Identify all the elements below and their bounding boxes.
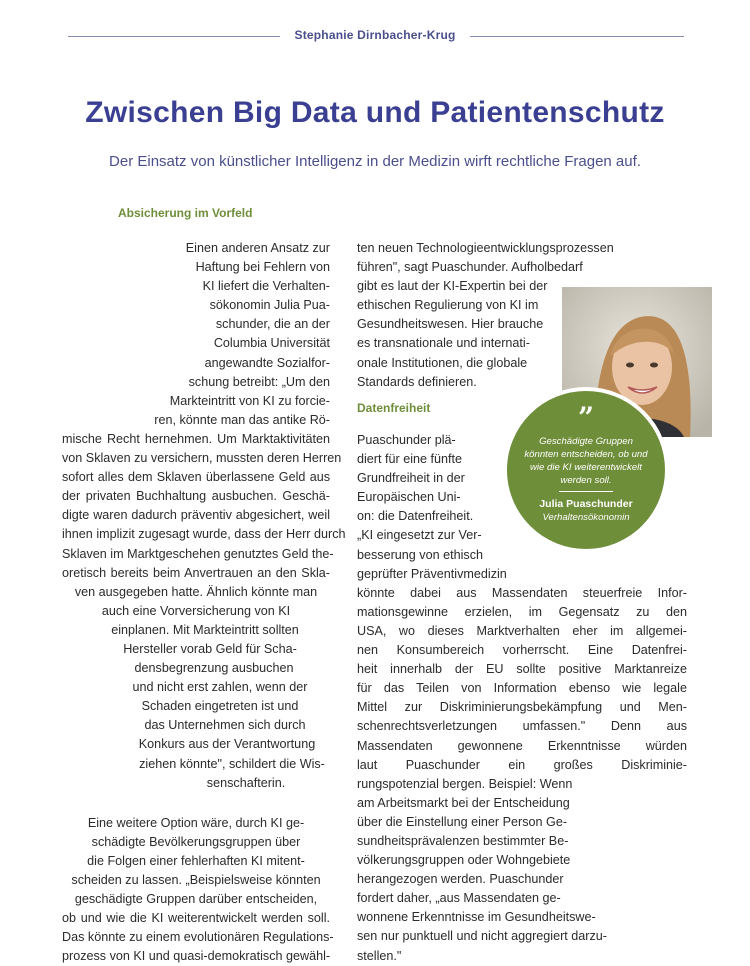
text-line: Standards definieren. [357, 374, 477, 389]
text-line: einplanen. Mit Markteintritt sollten [111, 622, 299, 637]
text-line: Das könnte zu einem evolutionären Regulations- [62, 930, 334, 945]
text-line: gibt es laut der KI-Expertin bei der [357, 279, 548, 294]
text-line: ethischen Regulierung von KI im [357, 298, 539, 313]
pull-quote [503, 387, 669, 553]
article-subtitle: Der Einsatz von künstlicher Intelligenz in der Medizin wirft rechtliche Fragen auf. [109, 153, 641, 170]
text-line: Schaden eingetreten ist und [141, 699, 299, 714]
author-name: Stephanie Dirnbacher-Krug [294, 28, 456, 42]
text-line: senschafterin. [206, 775, 286, 790]
text-line: Puaschunder plä- [357, 433, 456, 447]
text-line: schunder, die an der [215, 317, 330, 332]
paragraph-gap [62, 793, 330, 814]
text-line: mische Recht hernehmen. Um Marktaktivitäten [62, 431, 330, 446]
text-line: es transnationale und internati- [357, 336, 530, 351]
text-line: scheiden zu lassen. „Beispielsweise könnten [71, 873, 321, 887]
text-line: USA, wo dieses Marktverhalten eher im allgemei- [357, 623, 687, 638]
quote-text: Geschädigte Gruppen könnten entscheiden, ob und wie die KI weiterentwickelt werden soll. [524, 436, 648, 486]
text-line: Markteintritt von KI zu forcie- [169, 393, 330, 408]
text-line: am Arbeitsmarkt bei der Entscheidung [357, 795, 570, 810]
text-line: nen Konsumbereich vorherrscht. Eine Datenfrei- [357, 643, 687, 658]
text-line: Konkurs aus der Verantwortung [138, 737, 316, 752]
section-heading-absicherung: Absicherung im Vorfeld [118, 206, 253, 220]
text-line: KI liefert die Verhalten- [202, 279, 330, 294]
text-line: besserung von ethisch [357, 547, 484, 562]
text-line: völkerungsgruppen oder Wohngebiete [357, 853, 571, 868]
header-rule-right [470, 36, 684, 37]
text-line: geschädigte Gruppen darüber entscheiden, [74, 892, 318, 907]
text-line: digte waren dadurch präventiv abgesichert, weil [62, 508, 330, 523]
quote-author-role: Verhaltensökonomin [542, 512, 630, 523]
quote-icon: ” [577, 401, 595, 434]
text-line: ziehen könnte", schildert die Wis- [139, 756, 325, 771]
text-line: mationsgewinne erzielen, im Gegensatz zu den [357, 604, 687, 619]
text-line: ven ausgegeben hatte. Ähnlich könnte man [74, 584, 318, 599]
text-line: geprüfter Präventivmedizin [357, 566, 507, 581]
header-rule-left [68, 36, 280, 37]
text-line: über die Einstellung einer Person Ge- [357, 814, 568, 829]
text-line: sofort alles dem Sklaven überlassene Geld aus [62, 470, 330, 485]
text-line: Gesundheitswesen. Hier brauche [357, 317, 544, 332]
text-line: heit innerhalb der EU sollte positive Marktanreize [357, 662, 687, 677]
text-line: schenrechtsverletzungen umfassen." Denn aus [357, 719, 687, 734]
text-line: herangezogen werden. Puaschunder [357, 872, 564, 887]
text-line: ihnen implizit zugesagt wurde, dass der Herr durch [62, 527, 346, 542]
text-line: densbegrenzung ausbuchen [134, 661, 294, 676]
text-line: on: die Datenfreiheit. [357, 509, 474, 524]
section-heading-datenfreiheit: Datenfreiheit [357, 401, 431, 415]
text-line: Hersteller vorab Geld für Scha- [123, 641, 297, 656]
quote-author: Julia Puaschunder [539, 498, 633, 510]
text-line: onale Institutionen, die globale [357, 355, 528, 370]
text-line: der privaten Buchhaltung ausbuchen. Geschä- [62, 489, 330, 504]
text-line: diert für eine fünfte [357, 452, 463, 467]
text-line: Haftung bei Fehlern von [195, 260, 330, 275]
text-line: wonnene Erkenntnisse im Gesundheitswe- [357, 910, 596, 925]
text-line: das Unternehmen sich durch [144, 718, 306, 733]
text-line: Mittel zur Diskriminierungsbekämpfung und Men- [357, 700, 687, 715]
text-line: sökonomin Julia Pua- [209, 298, 330, 313]
text-line: ren, könnte man das antike Rö- [154, 412, 330, 427]
text-line: für das Teilen von Information ebenso wie legale [357, 681, 687, 696]
text-line: und nicht erst zahlen, wenn der [132, 680, 308, 695]
text-line: sundheitsprävalenzen bestimmter Be- [357, 833, 569, 848]
text-line: ten neuen Technologieentwicklungsprozessen [357, 241, 614, 255]
text-line: fordert daher, „aus Massendaten ge- [357, 891, 561, 906]
text-line: „KI eingesetzt zur Ver- [357, 528, 482, 543]
text-line: sen nur punktuell und nicht aggregiert darzu- [357, 929, 607, 944]
text-line: könnte dabei aus Massendaten steuerfreie Infor- [357, 585, 687, 600]
text-line: Columbia Universität [213, 336, 330, 351]
text-line: rungspotenzial bergen. Beispiel: Wenn [357, 776, 573, 791]
text-line: Grundfreiheit in der [357, 471, 465, 486]
text-line: stellen." [357, 948, 402, 963]
text-line: prozess von KI und quasi-demokratisch gewähl- [62, 949, 331, 964]
text-line: Massendaten gewonnene Erkenntnisse würden [357, 738, 687, 753]
text-line: ob und wie die KI weiterentwickelt werden soll. [62, 911, 330, 926]
text-line: schung betreibt: „Um den [188, 374, 330, 389]
quote-divider [559, 491, 613, 492]
text-line: auch eine Vorversicherung von KI [101, 603, 291, 618]
text-line: laut Puaschunder ein großes Diskriminie- [357, 757, 687, 772]
text-line: führen", sagt Puaschunder. Aufholbedarf [357, 260, 583, 275]
text-line: von Sklaven zu versichern, mussten deren Herren [62, 451, 342, 466]
text-line: Europäischen Uni- [357, 490, 461, 505]
text-line: Sklaven im Marktgeschehen genutztes Geld the- [62, 546, 334, 561]
left-column [62, 239, 346, 966]
text-line: angewandte Sozialfor- [204, 355, 330, 370]
article-title: Zwischen Big Data und Patientenschutz [85, 96, 665, 129]
text-line: Eine weitere Option wäre, durch KI ge- [87, 815, 305, 830]
text-line: die Folgen einer fehlerhaften KI mitent- [87, 853, 305, 868]
text-line: oretisch bereits beim Anvertrauen an den Skla- [62, 565, 330, 580]
text-line: schädigte Bevölkerungsgruppen über [91, 834, 301, 849]
text-line: Einen anderen Ansatz zur [185, 241, 330, 255]
